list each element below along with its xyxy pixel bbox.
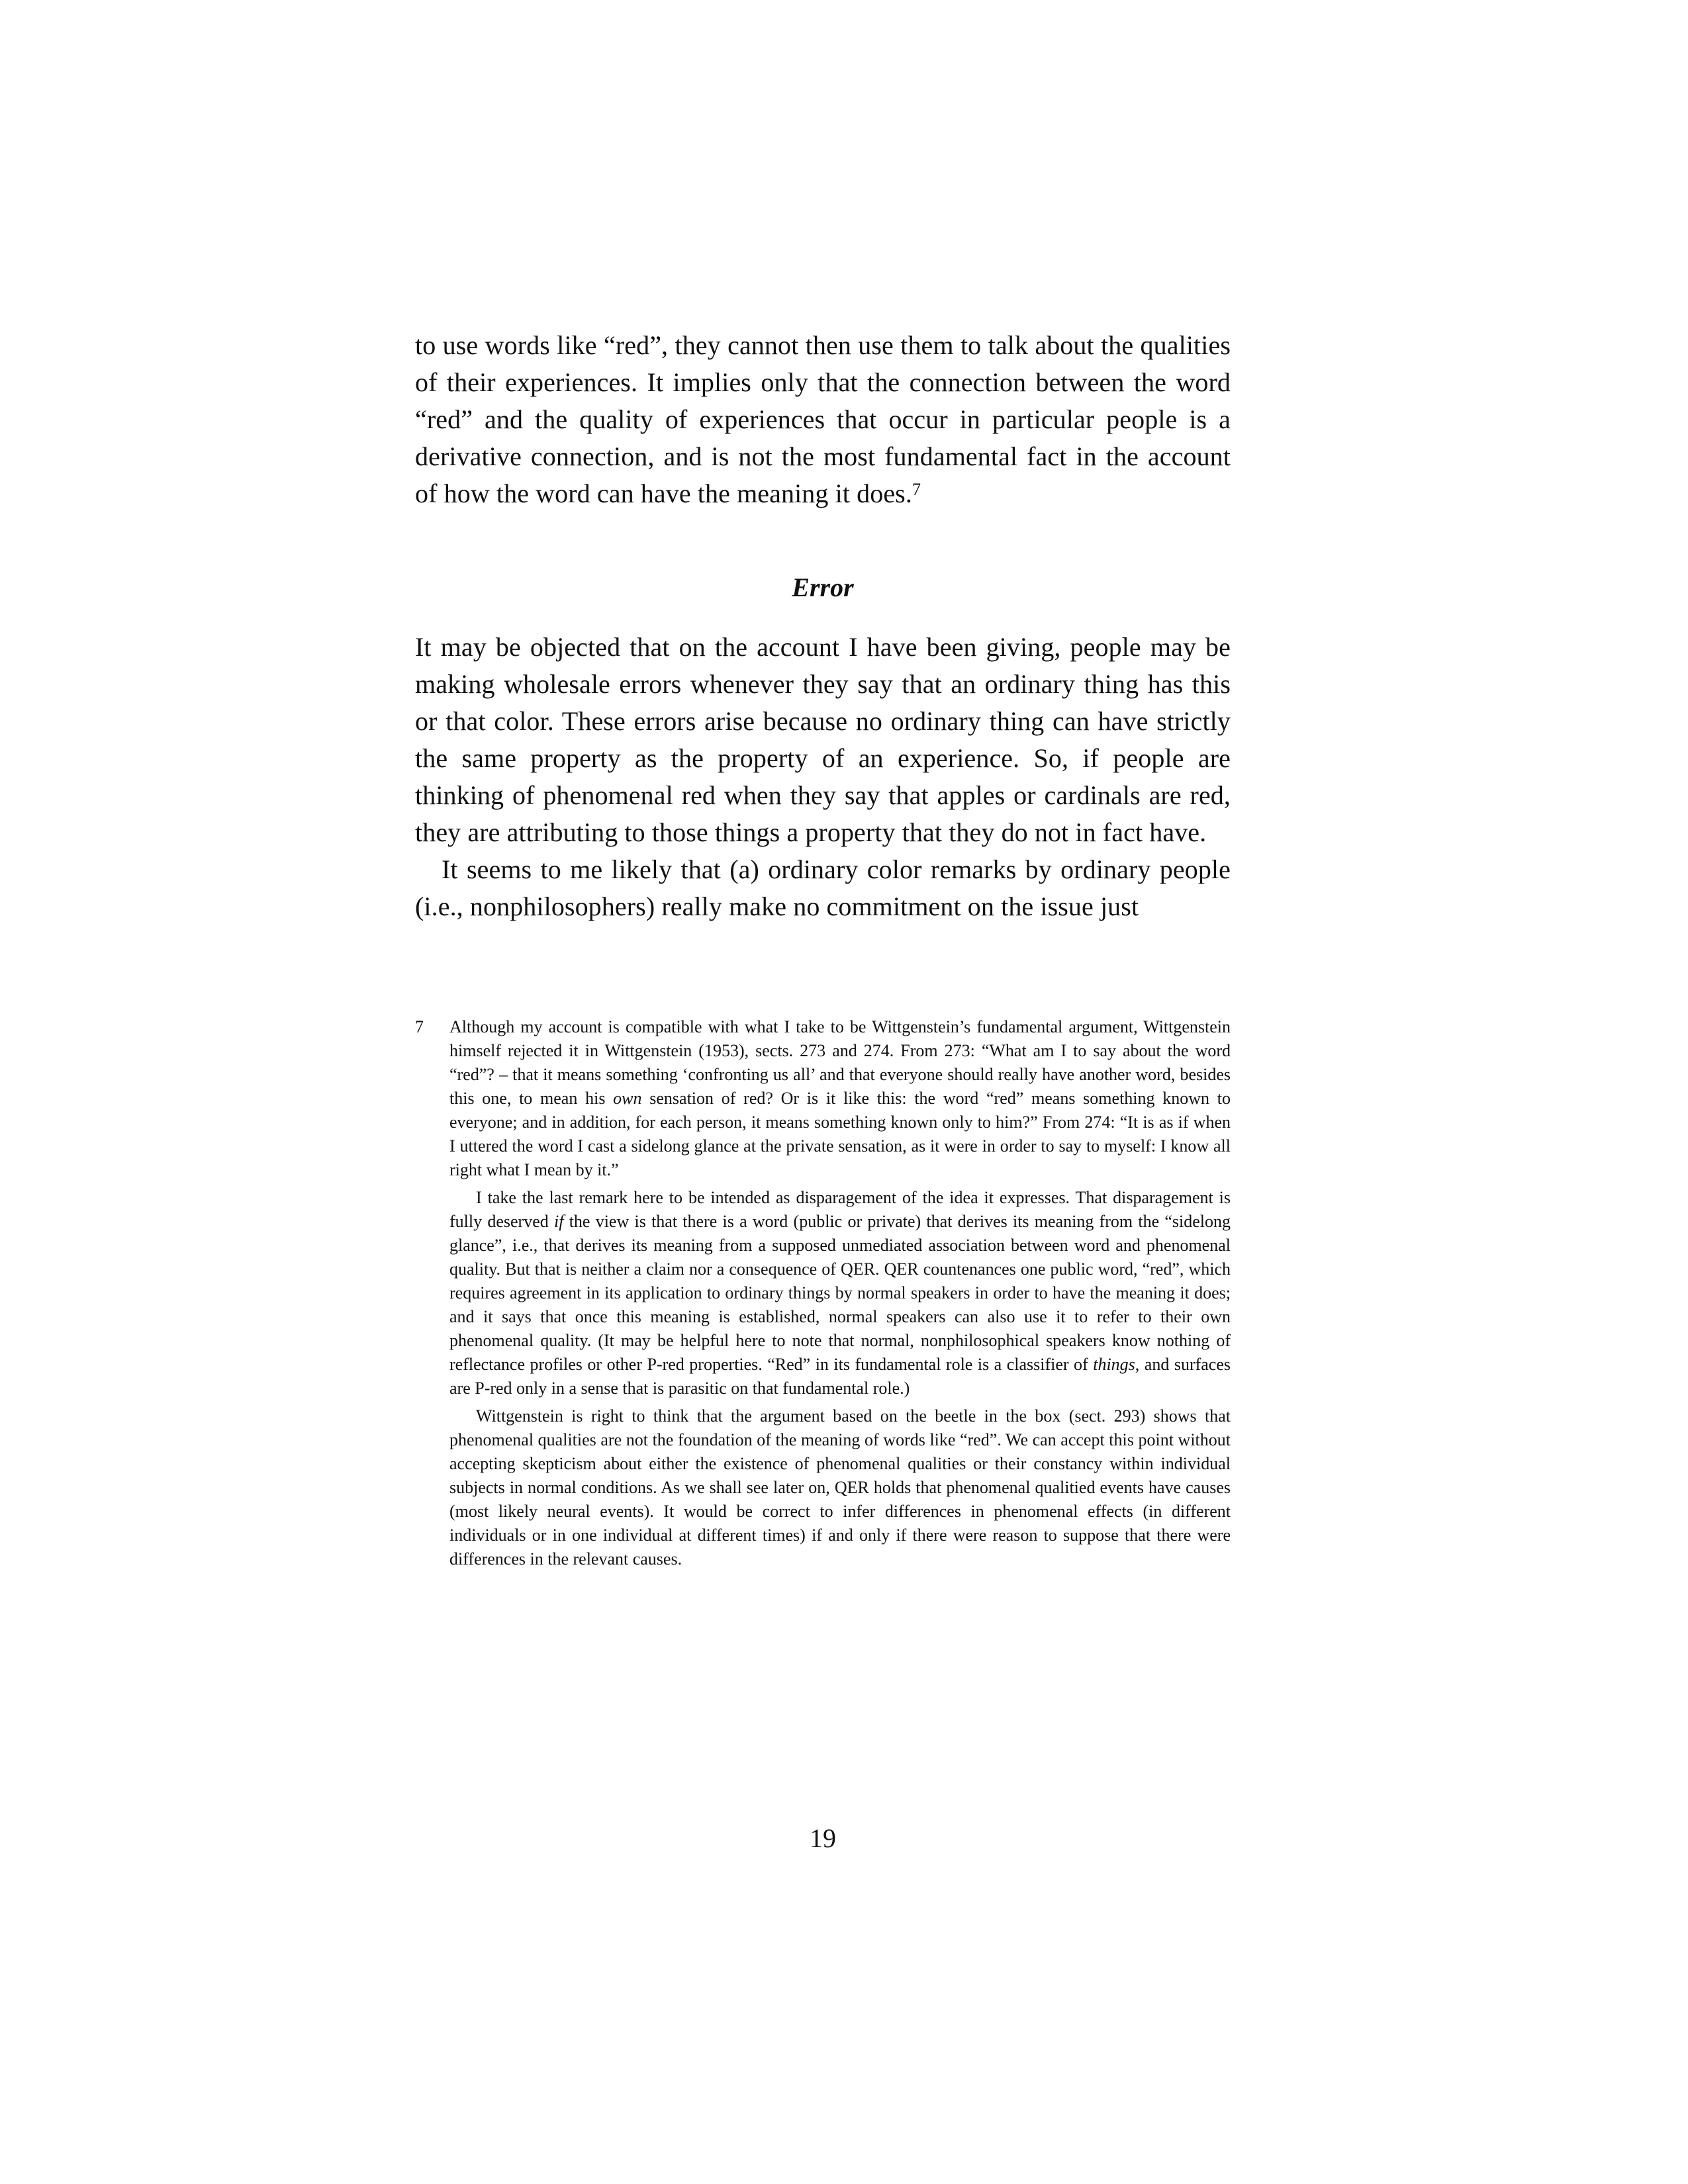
section-heading: Error xyxy=(792,572,854,602)
error-paragraph-1: It may be objected that on the account I have been giving, people may be making wholesale errors whenever they say that an ordinary thing has this or that color. These errors arise because no ordinary thing can have strictly the same property as the property of an experience. So, if people are thinking of phenomenal red when they say that apples or cardinals are red, they are attributing to those things a property that they do not in fact have. xyxy=(415,632,1231,847)
continued-paragraph-text: to use words like “red”, they cannot then use them to talk about the qualities of their experiences. It implies only that the connection between the word “red” and the quality of experiences that occur in particular people is a derivative connection, and is not the most fundamental fact in the account of how the word can have the meaning it does. xyxy=(415,330,1231,508)
continued-paragraph xyxy=(415,327,1231,512)
error-paragraph-2: It seems to me likely that (a) ordinary color remarks by ordinary people (i.e., nonphilosophers) really make no commitment on the issue just xyxy=(415,854,1231,921)
footnote-paragraph-3: Wittgenstein is right to think that the argument based on the beetle in the box (sect. 293) shows that phenomenal qualities are not the foundation of the meaning of words like “red”. We can accept this point without accepting skepticism about either the existence of phenomenal qualities or their constancy within individual subjects in normal conditions. As we shall see later on, QER holds that phenomenal qualitied events have causes (most likely neural events). It would be correct to infer differences in phenomenal effects (in different individuals or in one individual at different times) if and only if there were reason to suppose that there were differences in the relevant causes. xyxy=(449,1406,1231,1569)
footnotes xyxy=(415,1015,1231,1571)
footnote-paragraph-2: I take the last remark here to be intended as disparagement of the idea it expresses. That disparagement is fully deserved if the view is that there is a word (public or private) that derives its meaning from the “sidelong glance”, i.e., that derives its meaning from a supposed unmediated association between word and phenomenal quality. But that is neither a claim nor a consequence of QER. QER countenances one public word, “red”, which requires agreement in its application to ordinary things by normal speakers in order to have the meaning it does; and it says that once this meaning is established, normal speakers can also use it to refer to their own phenomenal quality. (It may be helpful here to note that normal, nonphilosophical speakers know nothing of reflectance profiles or other P-red properties. “Red” in its fundamental role is a classifier of things, and surfaces are P-red only in a sense that is parasitic on that fundamental role.) xyxy=(449,1188,1231,1398)
error-section-body xyxy=(415,629,1231,925)
footnote-reference[interactable]: 7 xyxy=(912,480,921,499)
footnote-number: 7 xyxy=(415,1017,424,1036)
footnote-paragraph-1: 7 Although my account is compatible with what I take to be Wittgenstein’s fundamental argument, Wittgenstein himself rejected it in Wittgenstein (1953), sects. 273 and 274. From 273: “What am I to say about the word “red”? – that it means something ‘confronting us all’ and that everyone should really have another word, besides this one, to mean his own sensation of red? Or is it like this: the word “red” means something known to everyone; and in addition, for each person, it means something known only to him?” From 274: “It is as if when I uttered the word I cast a sidelong glance at the private sensation, as it were in order to say to myself: I know all right what I mean by it.” xyxy=(415,1015,1231,1182)
page-number: 19 xyxy=(810,1823,836,1853)
